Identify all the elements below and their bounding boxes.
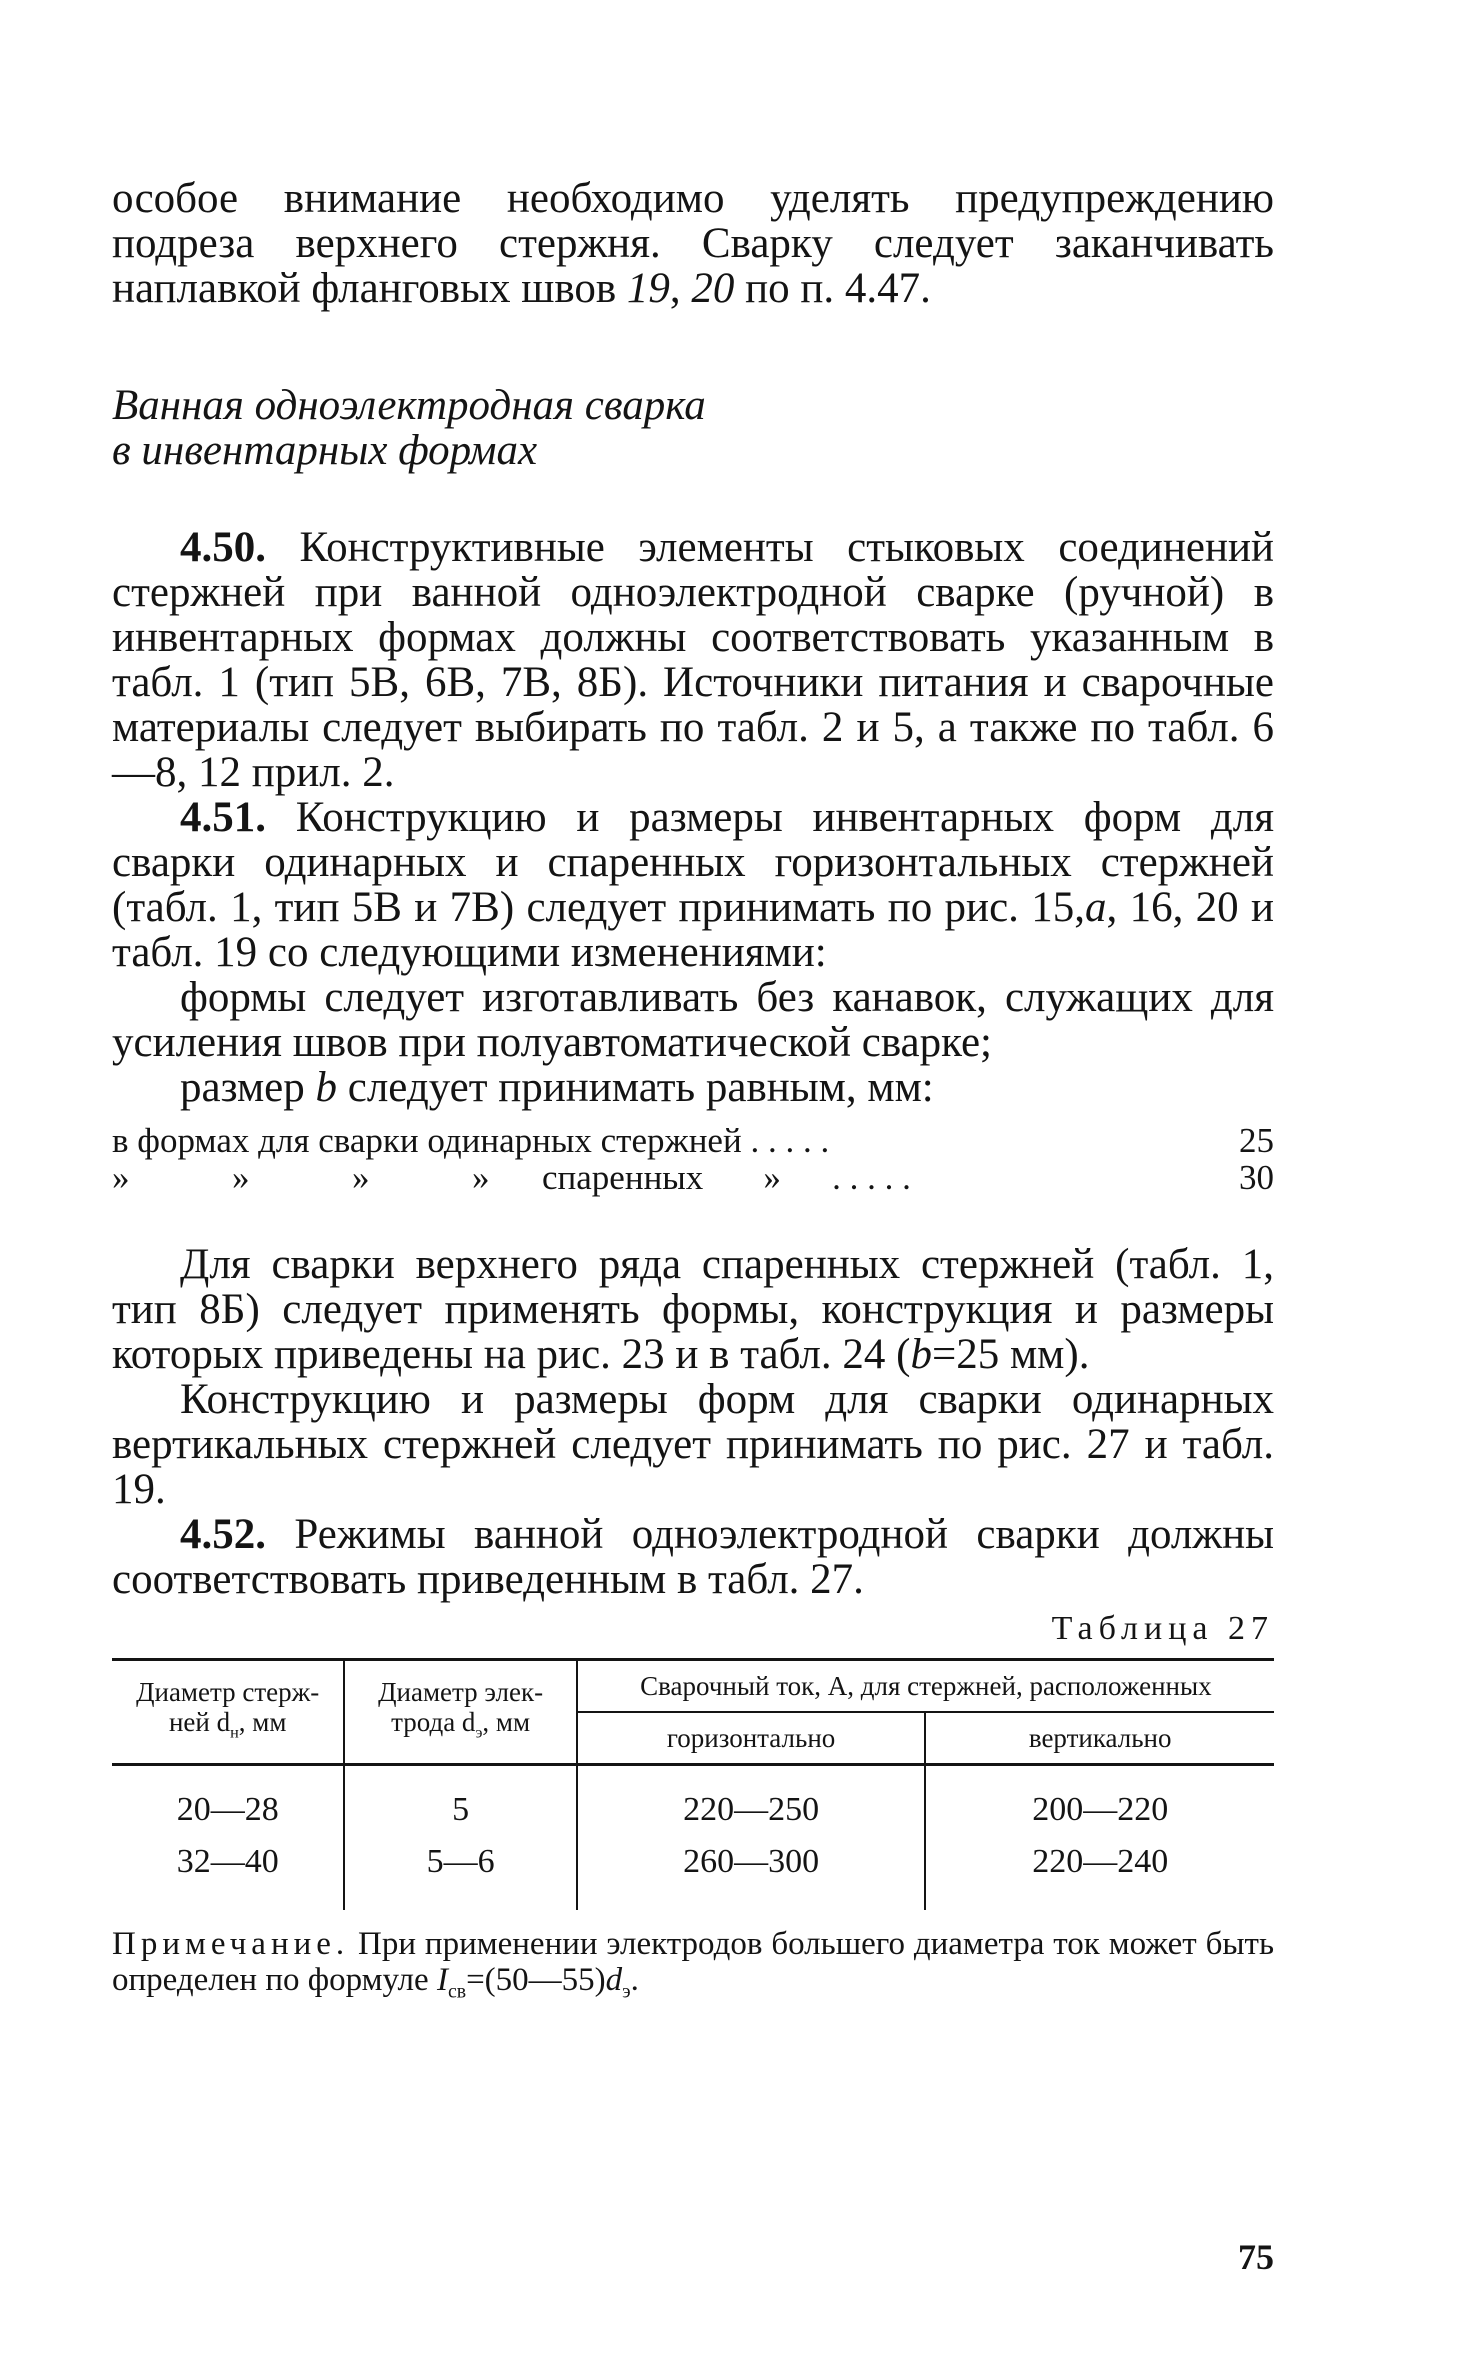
table-note <box>112 1926 1274 2010</box>
table-27 <box>112 1658 1274 1910</box>
header-vertical: вертикально <box>925 1712 1274 1765</box>
header-unit: , мм <box>482 1706 531 1737</box>
clause-number: 4.52. <box>180 1511 266 1558</box>
clause-text: Режимы ванной одноэлектродной сварки должны соответствовать приведенным в табл. 27. <box>112 1511 1274 1603</box>
paragraph-text: Для сварки верхнего ряда спаренных стержней (табл. 1, тип 8Б) следует применять формы, конструкция и размеры которых приведены на рис. 23 и в табл. 24 ( <box>112 1241 1274 1378</box>
header-subscript: н <box>230 1723 239 1742</box>
paragraph-top-row <box>112 1242 1274 1377</box>
separator: , <box>669 265 692 312</box>
seam-ref-19: 19 <box>626 265 670 312</box>
leader-dots: . . . . . <box>832 1158 911 1197</box>
cell-bar-diameter: 32—40 <box>112 1836 344 1910</box>
dimension-word: спаренных <box>542 1158 704 1197</box>
note-text: При применении электродов большего диаметра ток может быть определен по формуле <box>112 1926 1274 1998</box>
clause-text-tail: , 16, 20 и табл. 19 со следующими изменениями: <box>112 884 1274 976</box>
paragraph-text: размер <box>180 1064 316 1111</box>
header-unit: , мм <box>238 1706 287 1737</box>
table-header-row <box>112 1660 1274 1713</box>
clause-number: 4.50. <box>180 524 266 571</box>
header-electrode-diameter <box>344 1660 576 1765</box>
paragraph-text: особое внимание необходимо уделять предупреждению подреза верхнего стержня. Сварку следует заканчивать наплавкой фланговых швов <box>112 175 1274 312</box>
formula-end: . <box>630 1962 639 1998</box>
paragraph-tail: по п. 4.47. <box>734 265 931 312</box>
list-item <box>112 1159 1274 1196</box>
ditto-mark: » <box>472 1158 490 1197</box>
paragraph-tail: =25 мм). <box>931 1331 1090 1378</box>
heading-line-2: в инвентарных формах <box>112 427 538 474</box>
header-text: Диаметр стерж- <box>136 1676 320 1707</box>
paragraph-vertical <box>112 1377 1274 1512</box>
formula-diameter: d <box>605 1962 623 1998</box>
cell-current-horizontal: 220—250 <box>577 1765 926 1837</box>
header-text: трода d <box>391 1706 476 1737</box>
paragraph-size-b <box>112 1065 1274 1110</box>
formula-subscript: э <box>622 1980 631 2003</box>
cell-bar-diameter: 20—28 <box>112 1765 344 1837</box>
figure-letter: а <box>1084 884 1107 931</box>
page-number: 75 <box>1238 2237 1274 2277</box>
clause-text: Конструктивные элементы стыковых соединений стержней при ванной одноэлектродной сварке (ручной) в инвентарных формах должны соответствовать указанным в табл. 1 (тип 5В, 6В, 7В, 8Б). Источники питания и сварочные материалы следует выбирать по табл. 2 и 5, а также по табл. 6—8, 12 прил. 2. <box>112 524 1274 796</box>
seam-ref-20: 20 <box>691 265 735 312</box>
paragraph-4-51 <box>112 795 1274 975</box>
ditto-mark: » <box>112 1158 130 1197</box>
paragraph-4-52 <box>112 1512 1274 1602</box>
dimension-label <box>112 1159 1214 1196</box>
section-heading <box>112 383 1274 473</box>
paragraph-text: формы следует изготавливать без канавок, служащих для усиления швов при полуавтоматической сварке; <box>112 974 1274 1066</box>
dimension-label: в формах для сварки одинарных стержней . . . . . <box>112 1121 830 1160</box>
heading-line-1: Ванная одноэлектродная сварка <box>112 382 706 429</box>
list-item <box>112 1122 1274 1159</box>
ditto-mark: » <box>352 1158 370 1197</box>
formula-body: =(50—55) <box>466 1962 606 1998</box>
clause-text: Конструкцию и размеры инвентарных форм для сварки одинарных и спаренных горизонтальных стержней (табл. 1, тип 5В и 7В) следует принимать по рис. 15, <box>112 794 1274 931</box>
table-row <box>112 1765 1274 1837</box>
variable-b: b <box>315 1064 338 1111</box>
note-label: Примечание. <box>112 1926 350 1962</box>
paragraph-tail: следует принимать равным, мм: <box>337 1064 934 1111</box>
cell-electrode-diameter: 5 <box>344 1765 576 1837</box>
ditto-mark: » <box>763 1158 781 1197</box>
clause-number: 4.51. <box>180 794 266 841</box>
header-horizontal: горизонтально <box>577 1712 926 1765</box>
cell-current-vertical: 200—220 <box>1032 1791 1169 1828</box>
header-subscript: э <box>475 1723 483 1742</box>
formula-current: I <box>436 1962 448 1998</box>
variable-b: b <box>910 1331 932 1378</box>
formula-subscript: св <box>447 1980 467 2003</box>
cell-current-horizontal: 260—300 <box>577 1836 926 1910</box>
header-bar-diameter <box>112 1660 344 1765</box>
cell-current-vertical: 220—240 <box>1032 1843 1169 1880</box>
dimension-value: 30 <box>1239 1158 1274 1197</box>
header-text: Диаметр элек- <box>378 1676 544 1707</box>
cell-electrode-diameter: 5—6 <box>344 1836 576 1910</box>
paragraph-4-50 <box>112 525 1274 795</box>
table-caption: Таблица 27 <box>1051 1610 1274 1647</box>
header-welding-current: Сварочный ток, А, для стержней, расположенных <box>577 1660 1274 1713</box>
paragraph-forms <box>112 975 1274 1065</box>
dimension-value: 25 <box>1239 1121 1274 1160</box>
dimension-list <box>112 1122 1274 1196</box>
paragraph-continuation <box>112 176 1274 311</box>
ditto-mark: » <box>232 1158 250 1197</box>
table-row <box>112 1836 1274 1910</box>
paragraph-text: Конструкцию и размеры форм для сварки одинарных вертикальных стержней следует принимать по рис. 27 и табл. 19. <box>112 1376 1274 1513</box>
header-text: ней d <box>168 1706 231 1737</box>
page-body <box>112 176 1274 2010</box>
